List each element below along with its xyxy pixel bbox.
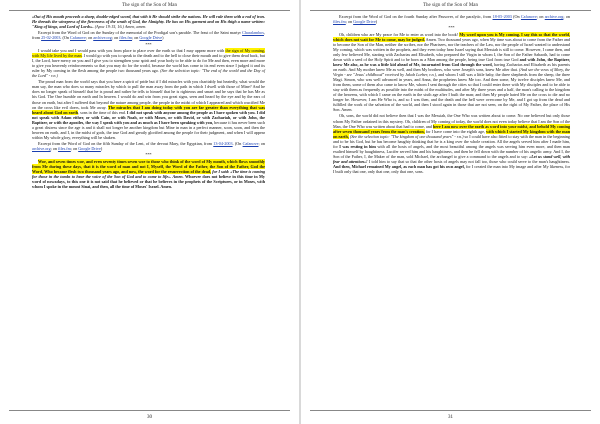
highlighted-text: Woe, and seven times woe, and even seventy times seven woe to those who think of the word of My mouth, which flows smoothly from Me during these days, that it is the word of man and not I, Myself, the Word of the Father, the Son of the Father, God the Word, Who became flesh two thousand years ago, and now, the word for the resurrection of the dead,: [32, 158, 265, 174]
section-separator: ***: [448, 25, 455, 31]
files-fm-link[interactable]: files.fm: [58, 146, 71, 152]
files-fm-link[interactable]: files.fm: [333, 19, 346, 25]
archive-org-link[interactable]: archive.org: [32, 146, 51, 152]
section-separator: ***: [145, 41, 152, 47]
excerpt-source-2: Excerpt from the Word of God on the fifth Sunday of the Lent, of the devout Mary, the Egyptian, from 13-04-2003. (On Cafanove; on archive.org; on files.fm; on Google Drive): [32, 141, 266, 152]
header-rule: [9, 10, 290, 11]
highlighted-text: the sign of My coming, with My life lived by the man: [32, 47, 265, 58]
footer-rule: [310, 410, 591, 411]
page-body: [333, 14, 570, 175]
page-number: 30: [147, 415, 152, 420]
paragraph: I would take you and I would pass with you from place to place over the earth so that I may appear more with the sign of My coming, with My life lived by the man. I would go with you to speak to the death and to the hell to close their mouth and to give them dead back, but I, the Lord, have mercy on you and I give you to strengthen your spirit and your body to be able to do for Me and then, even more and more to give you heavenly reinforcements so that you may do for the world, because the world has come to its end even since I judged it and its ruler by My coming in the flesh among the people two thousand years ago. (See the selection topic: "The end of the world and the Day of the Lord" - r.n.): [32, 47, 266, 79]
page-number: 31: [448, 415, 453, 420]
highlighted-text: here I am now over the earth as word into your midst, and behold My coming after seven thousand years from the man's creation,: [333, 123, 571, 134]
date-link[interactable]: 18-05-2003: [492, 14, 512, 19]
date-link[interactable]: 25-02-2003: [41, 35, 61, 41]
paragraph: Oh, children who are My peace for Me to enter as word into the book! My word upon you is My coming. I say this so that the world, which does not wait for Me to come, may be judged. Amen. Two thousand years ago, when My time was about to come from the Father and to become the Son of the Man, neither the scribes, nor the Pharisees, nor the teachers of the Law, nor the people of Israel wanted to understand My coming, which was written in the prophets, and they even today hear Israel saying that Messiah is still to come. However, I came then, and only few believed Me, starting with Zacharias and Elisabeth, who prepared the Virgin in whom I, the Son of the Father Sabaoth, had to come down with a seed of the Holy Spirit and to be born as a Man among the people, being true God from true God and with John, the Baptizer, knew Me also, as he was a little kid ahead of Me, incarnated from God through the word, having Zacharias and Elisabeth as his parents on earth. And My mother knew Me as well, and then My brothers, who were Joseph's sons, knew Me after that. (And see the vows of Mary, the Virgin - see "Jesus' childhood" received by Jakob Lorber, r.n.), and whom I still was a little baby, the three shepherds from the sheep, the three Magi. Simon, who was well advanced in years, and Anna, the prophetess knew Me too. And then some, My twelve disciples knew Me, and from them, some of them also came to know Me, whom I sent through the cities so that I could enter there with My disciples and to be able to stay with them as frequently as possible into the midst of the multitudes, and after My three years and a half, the man's calling to the kingdom of the heavens, with which I came on the earth in the sixth age after I built the man; and then My people hated Me on the cross to die and no longer be. However, I am He Who is, and so I was then, and the death and the hell were overcome by Me, and I got up from the dead and fulfilled the work of the salvation of the world, and then I stood again in those that are not seen, on the right of My Father, the place of His Son. Amen.: [333, 31, 571, 113]
cafanove-link[interactable]: Cafanove: [520, 14, 537, 19]
section-separator: ***: [145, 152, 152, 158]
excerpt-source: Excerpt from the Word of God on the fourth Sunday after Passover, of the paralytic, from 18-05-2003 (On Cafanove; on archive.org; on files.fm; on Google Drive): [333, 14, 570, 25]
page-body: [32, 14, 265, 190]
page-header: The sign of the Son of Man: [122, 3, 177, 8]
date-link[interactable]: Charalambos: [242, 30, 264, 36]
page-right: [301, 0, 600, 424]
excerpt-source-1: Excerpt from the Word of God on the Sunday of the memorial of the Prodigal son's parable. The feast of the Saint martyr Charalambos, from 25-02-2003. (On Cafanove; on archive.org; on files.fm; on Google Drive): [32, 30, 265, 41]
archive-org-link[interactable]: archive.org: [93, 35, 112, 41]
archive-org-link[interactable]: archive.org: [544, 14, 564, 19]
highlighted-text: The miracles that I am doing today with you are far greater than everything that was heard about God on earth: [32, 104, 265, 115]
paragraph: Woe, and seven times woe, and even seventy times seven woe to those who think of the word of My mouth, which flows smoothly from Me during these days, that it is the word of man and not I, Myself, the Word of the Father, the Son of the Father, God the Word, Who became flesh two thousand years ago, and now, the word for the resurrection of the dead, for I said: «The time is coming for those in the tombs to hear the voice of the Son of God and to come to life». Amen. Whoever does not believe in this time in My word of nowadays, to this one it is not said that he believed or that he believes in the prophets of the Scriptures, or in Moses, with whom I spoke in the mount Sinai, and then, all the time of Moses' Israel. Amen.: [32, 158, 265, 189]
page-left: [0, 0, 299, 424]
header-rule: [310, 10, 591, 11]
paragraph: The proud man from the world says that you have a spirit of pride but if I did miracles with you charitably but heatedly, what would the man say, the man who does so many miracles by which to pull the man away from the path in which I dwell with those of Mine? And he does no longer speak of himself that he is proud and rather he tells to himself that he is righteous and smart and he says that he has Me as his God. The One humble on earth and In heaven. I would do and win from you great signs, seen and heard by the eye and by the ears of those on earth, but after I suffered that beyond the nature among people, the people in the midst of which I appeared and which crucified Me on the cross like evil doers, took Me away. The miracles that I am doing today with you are far greater than everything that was heard about God on earth, sons in the time of this end. I did not speak with anyone among the people as I have spoken with you. I did not speak with Adam either, or with Cain, or with Noah, or with Moses, or with David, or with Zachariah, or with John, the Baptizer, or with the apostles, the way I speak with you and as much as I have been speaking with you, because it has never been such a great distress since the age is and it shall not longer be another kingdom but Mine in man in a perfect manner, soon, soon, and then the heaven on earth, and I, in the midst of gods, the true God and greatly glorified among the people for their judgment, and when I will appear within My whole glory, everything will be shaken.: [32, 79, 265, 140]
date-link[interactable]: 13-04-2003: [213, 141, 233, 147]
highlighted-text: with which I started My kingdom with the man on earth,: [333, 128, 570, 139]
footer-rule: [9, 410, 290, 411]
cafanove-link[interactable]: Cafanove: [69, 35, 86, 41]
google-drive-link[interactable]: Google Drive: [139, 35, 163, 41]
paragraph: Oh, sons, the world did not believe then that I was the Messiah, the One Who was written about to come. No one believed but only those whom My Father ordained in this mystery. Oh, children of My coming of today, the world does not even today believe that I am the Son of the Man, the One Who was written about that had to come, and here I am now over the earth as word into your midst, and behold My coming after seven thousand years from the man's creation, for I have come into the eighth age, with which I started My kingdom with the man on earth, (See the selection topic: "The kingdom of one thousand years" - r.n.) so I could have also fitted to stay with the man in the beginning and to be his God, but he has become haughty thinking that he is a king over the whole creation. All the angels served him after I made him, for I was resting in him with all the hosts of angels, and the most beautiful among the angels was serving him even more, and then man exalted himself by haughtiness, Lucifer served him and his haughtiness, and then he fell down with the number of his angelic army. And I, the Son of the Father, I, the Maker of the man, sold Michael, the archangel to give a command to the angels and to say: «Let us stand well, with fear and attention»! I told him to say that so that the other hosts of angels may not fall too, those who could serve to the man's haughtiness. And then, Michael remained My angel, as each man has got his own angel, for I created the man into My image and after My likeness, for I built only that one, only that one, only that one, sons.: [333, 113, 571, 174]
cafanove-link[interactable]: Cafanove: [242, 141, 259, 147]
files-fm-link[interactable]: files.fm: [119, 35, 133, 41]
page-header: The sign of the Son of Man: [423, 3, 478, 8]
highlighted-text: My word upon you is My coming. I say this so that the world, which does not wait for Me to come, may be judged.: [333, 31, 570, 42]
google-drive-link[interactable]: Google Drive: [78, 146, 101, 152]
google-drive-link[interactable]: Google Drive: [353, 19, 376, 25]
opening-quote: «Out of His mouth proceeds a sharp, double-edged sword, that with it He should strike the nations. He will rule them with a rod of iron. He threads the winepress of the fierceness of the wrath of God, the Almighty. He has on His garment and on His thigh a name written: "King of kings, and Lord of Lords». (Apoc 19:15, 16.) Amen, amen.: [32, 14, 265, 30]
